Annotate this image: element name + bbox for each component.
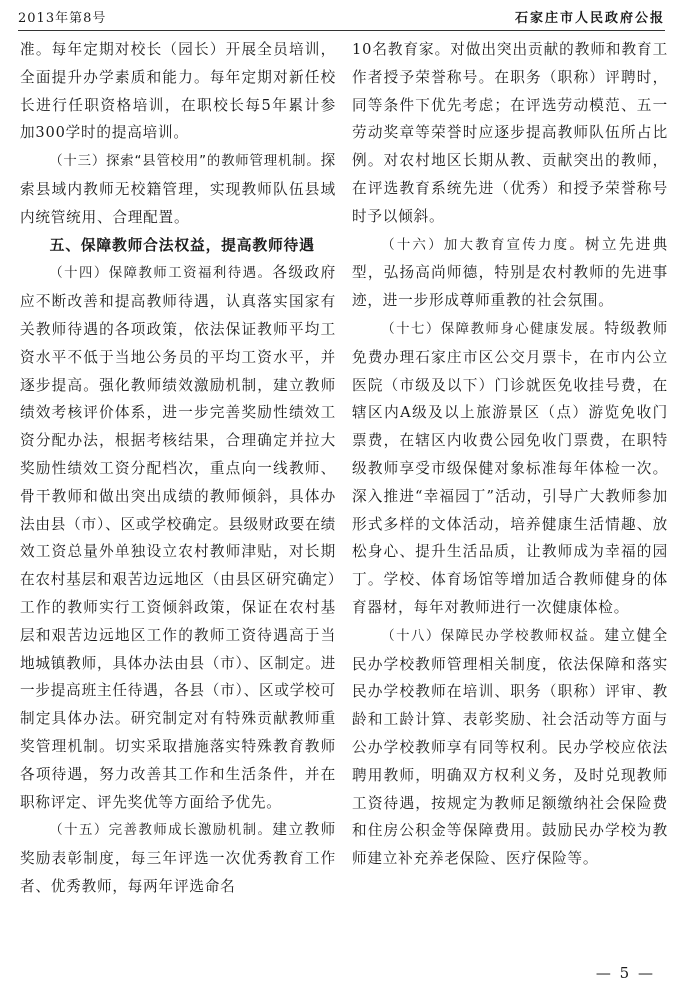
subsection-title: （十五）完善教师成长激励机制。: [49, 823, 273, 839]
paragraph-body: 树立先进典型，弘扬高尚师德，特别是农村教师的先进事迹，进一步形成尊师重教的社会氛围。: [352, 235, 668, 310]
subsection-title: （十六）加大教育宣传力度。: [381, 237, 586, 253]
left-column: [20, 36, 336, 901]
paragraph-body: 建立教师奖励表彰制度，每三年评选一次优秀教育工作者、优秀教师，每两年评选命名: [20, 821, 336, 895]
section-heading: 五、保障教师合法权益，提高教师待遇: [49, 236, 315, 254]
paragraph: [352, 231, 668, 315]
paragraph: [20, 147, 336, 231]
publication-title: 石家庄市人民政府公报: [514, 11, 665, 26]
paragraph: [20, 816, 336, 900]
page-number: — 5 —: [595, 964, 655, 982]
subsection-title: （十三）探索“县管校用”的教师管理机制。: [49, 154, 321, 170]
paragraph-body: 建立健全民办学校教师管理相关制度，依法保障和落实民办学校教师在培训、职务（职称）评审、教龄和工龄计算、表彰奖励、社会活动等方面与公办学校教师享有同等权利。民办学校应依法聘用教师，明确双方权利义务，及时兑现教师工资待遇，按规定为教师足额缴纳社会保险费和住房公积金等保障费用。鼓励民办学校为教师建立补充养老保险、医疗保险等。: [352, 626, 668, 868]
issue-label: 2013年第8号: [18, 11, 107, 26]
paragraph-body: 各级政府应不断改善和提高教师待遇，认真落实国家有关教师待遇的各项政策，依法保证教师平均工资水平不低于当地公务员的平均工资水平，并逐步提高。强化教师绩效激励机制，建立教师绩效考核评价体系，进一步完善奖励性绩效工资分配办法，根据考核结果，合理确定并拉大奖励性绩效工资分配档次，重点向一线教师、骨干教师和做出突出成绩的教师倾斜，具体办法由县（市）、区或学校确定。县级财政要在绩效工资总量外单独设立农村教师津贴，对长期在农村基层和艰苦边远地区（由县区研究确定）工作的教师实行工资倾斜政策，保证在农村基层和艰苦边远地区工作的教师工资待遇高于当地城镇教师，具体办法由县（市）、区制定。进一步提高班主任待遇，各县（市）、区或学校可制定具体办法。研究制定对有特殊贡献教师重奖管理机制。切实采取措施落实特殊教育教师各项待遇，努力改善其工作和生活条件，并在职称评定、评先奖优等方面给予优先。: [20, 264, 336, 811]
right-column: [352, 36, 668, 873]
subsection-title: （十七）保障教师身心健康发展。: [381, 321, 605, 337]
paragraph: [352, 622, 668, 873]
paragraph: [352, 315, 668, 622]
subsection-title: （十八）保障民办学校教师权益。: [381, 628, 605, 644]
subsection-title: （十四）保障教师工资福利待遇。: [49, 266, 273, 282]
paragraph: 准。每年定期对校长（园长）开展全员培训，全面提升办学素质和能力。每年定期对新任校长进行任职资格培训，在职校长每5年累计参加300学时的提高培训。: [20, 41, 336, 142]
page-header: [18, 4, 665, 31]
paragraph-body: 探索县域内教师无校籍管理，实现教师队伍县域内统管统用、合理配置。: [20, 152, 336, 226]
paragraph: 10名教育家。对做出突出贡献的教师和教育工作者授予荣誉称号。在职务（职称）评聘时，同等条件下优先考虑；在评选劳动模范、五一劳动奖章等荣誉时应逐步提高教师队伍所占比例。对农村地区长期从教、贡献突出的教师，在评选教育系统先进（优秀）和授予荣誉称号时予以倾斜。: [352, 41, 668, 225]
paragraph: [20, 259, 336, 816]
paragraph-body: 特级教师免费办理石家庄市区公交月票卡，在市内公立医院（市级及以下）门诊就医免收挂号费，在辖区内A级及以上旅游景区（点）游览免收门票费，在辖区内收费公园免收门票费，在职特级教师享受市级保健对象标准每年体检一次。深入推进“幸福园丁”活动，引导广大教师参加形式多样的文体活动，培养健康生活情趣、放松身心、提升生活品质，让教师成为幸福的园丁。学校、体育场馆等增加适合教师健身的体育器材，每年对教师进行一次健康体检。: [352, 319, 668, 616]
